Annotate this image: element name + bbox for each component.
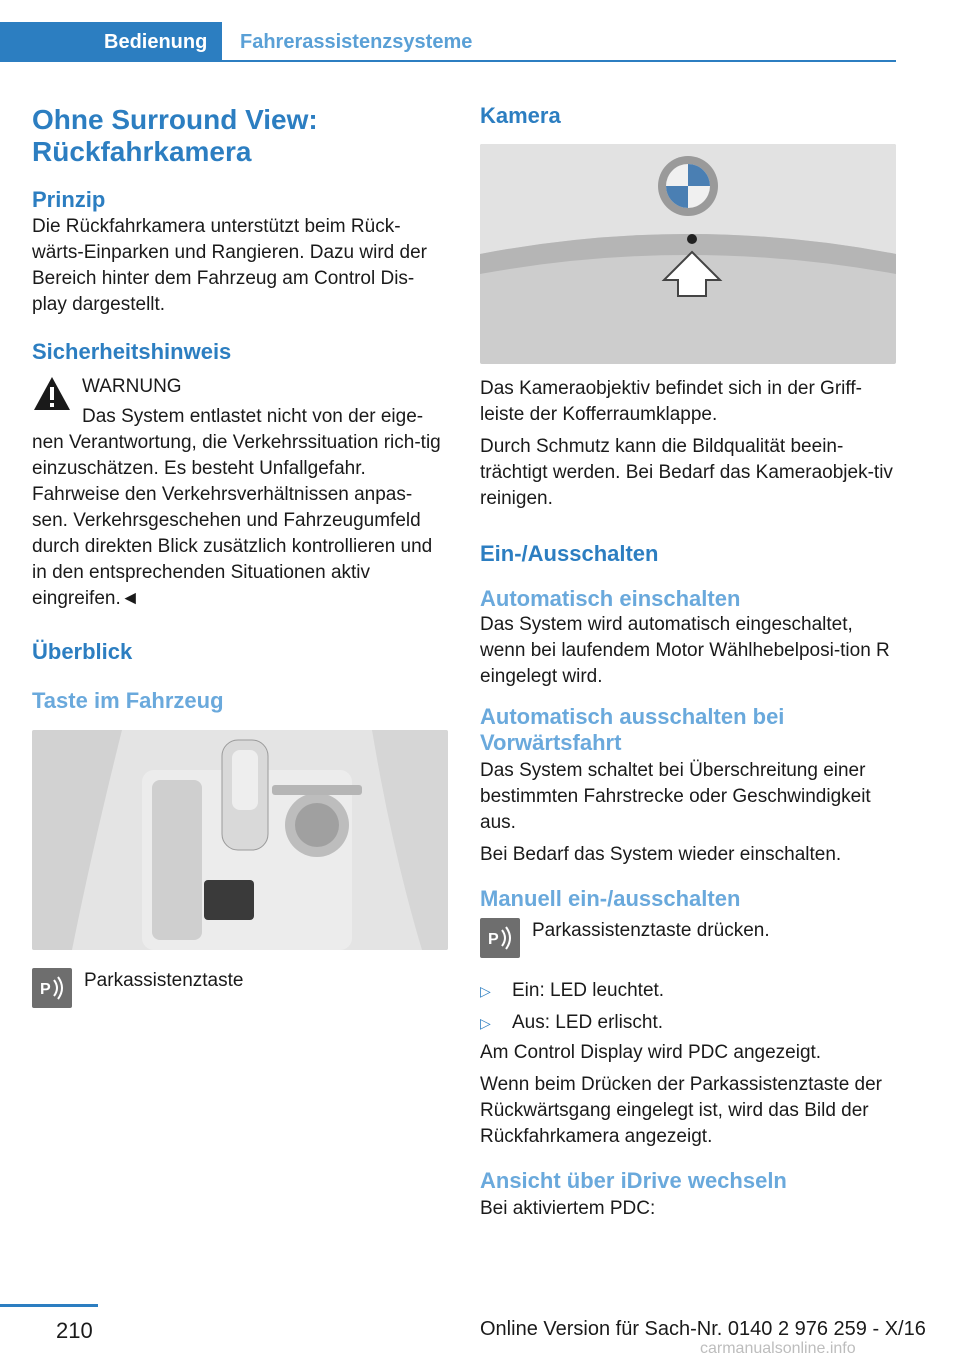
reverse-gear-text: Wenn beim Drücken der Parkassistenztaste der Rückwärtsgang eingelegt ist, wird das Bild der Rückfahrkamera angezeigt. xyxy=(480,1074,882,1147)
warning-label: WARNUNG xyxy=(82,376,182,397)
safety-heading: Sicherheitshinweis xyxy=(32,339,232,364)
pdc-button-caption-row xyxy=(32,968,448,1008)
auto-on-text: Das System wird automatisch eingeschaltet, wenn bei laufendem Motor Wählhebelposi‐tion R eingelegt wird. xyxy=(480,614,890,687)
svg-text:P: P xyxy=(40,981,51,998)
pdc-display-text: Am Control Display wird PDC angezeigt. xyxy=(480,1042,822,1063)
page-title xyxy=(32,104,448,168)
footer-accent-line xyxy=(0,1304,98,1307)
overview-heading: Überblick xyxy=(32,639,133,664)
camera-location-text: Das Kameraobjektiv befindet sich in der Griff‐leiste der Kofferraumklappe. xyxy=(480,378,862,425)
list-item xyxy=(480,978,896,1004)
bullet-text: Aus: LED erlischt. xyxy=(512,1012,663,1033)
auto-off-heading: Automatisch ausschalten bei Vorwärtsfahrt xyxy=(480,704,785,755)
page-title-line2: Rückfahrkamera xyxy=(32,136,252,167)
camera-heading: Kamera xyxy=(480,103,561,128)
onoff-heading: Ein-/Ausschalten xyxy=(480,541,659,566)
tab-fahrerassistenzsysteme[interactable]: Fahrerassistenzsysteme xyxy=(240,31,473,53)
auto-on-heading: Automatisch einschalten xyxy=(480,586,741,611)
online-version-text: Online Version für Sach-Nr. 0140 2 976 259 - X/16 xyxy=(480,1318,926,1340)
prinzip-heading: Prinzip xyxy=(32,187,106,212)
chapter-tabbar xyxy=(0,22,896,62)
bullet-triangle-icon: ▷ xyxy=(480,1015,491,1031)
tab-bedienung[interactable]: Bedienung xyxy=(0,22,222,60)
bullet-triangle-icon: ▷ xyxy=(480,983,491,999)
camera-cleaning-text: Durch Schmutz kann die Bildqualität beein‐trächtigt werden. Bei Bedarf das Kameraobjek‐tiv reinigen. xyxy=(480,436,893,509)
pdc-caption: Parkassistenztaste xyxy=(84,970,244,991)
park-assist-button-icon xyxy=(32,968,72,1008)
warning-triangle-icon xyxy=(32,374,72,414)
idrive-text: Bei aktiviertem PDC: xyxy=(480,1198,656,1219)
led-status-list xyxy=(480,978,896,1036)
button-heading: Taste im Fahrzeug xyxy=(32,688,224,713)
page-title-line1: Ohne Surround View: xyxy=(32,104,318,135)
manual-instruction-row xyxy=(480,918,896,958)
warning-block xyxy=(32,374,448,430)
warning-text-first-line: Das System entlastet nicht von der eige‐ xyxy=(82,406,424,427)
trunk-camera-photo xyxy=(480,144,896,364)
idrive-heading: Ansicht über iDrive wechseln xyxy=(480,1168,787,1193)
auto-off-text: Das System schaltet bei Überschreitung einer bestimmten Fahrstrecke oder Geschwindigkeit aus. xyxy=(480,760,871,833)
center-console-photo xyxy=(32,730,448,950)
park-assist-button-icon xyxy=(480,918,520,958)
warning-text: nen Verantwortung, die Verkehrssituation rich‐tig einzuschätzen. Es besteht Unfallgefahr. Fahrweise den Verkehrsverhältnissen anpas‐sen. Verkehrsgeschehen und Fahrzeugumfeld durch direkten Blick zusätzlich kontrollieren und in den entsprechenden Situationen aktiv eingreifen.◄ xyxy=(32,432,441,609)
right-column xyxy=(480,100,896,1222)
page-number: 210 xyxy=(56,1318,93,1343)
svg-text:P: P xyxy=(488,931,499,948)
manual-text: Parkassistenztaste drücken. xyxy=(532,920,770,941)
manual-heading: Manuell ein-/ausschalten xyxy=(480,886,741,911)
auto-off-text-2: Bei Bedarf das System wieder einschalten. xyxy=(480,844,842,865)
list-item xyxy=(480,1010,896,1036)
left-column xyxy=(32,100,448,1008)
prinzip-text: Die Rückfahrkamera unterstützt beim Rück‐wärts-Einparken und Rangieren. Dazu wird der Bereich hinter dem Fahrzeug am Control Dis‐play dargestellt. xyxy=(32,216,427,315)
bullet-text: Ein: LED leuchtet. xyxy=(512,980,665,1001)
watermark: carmanualsonline.info xyxy=(700,1340,856,1357)
